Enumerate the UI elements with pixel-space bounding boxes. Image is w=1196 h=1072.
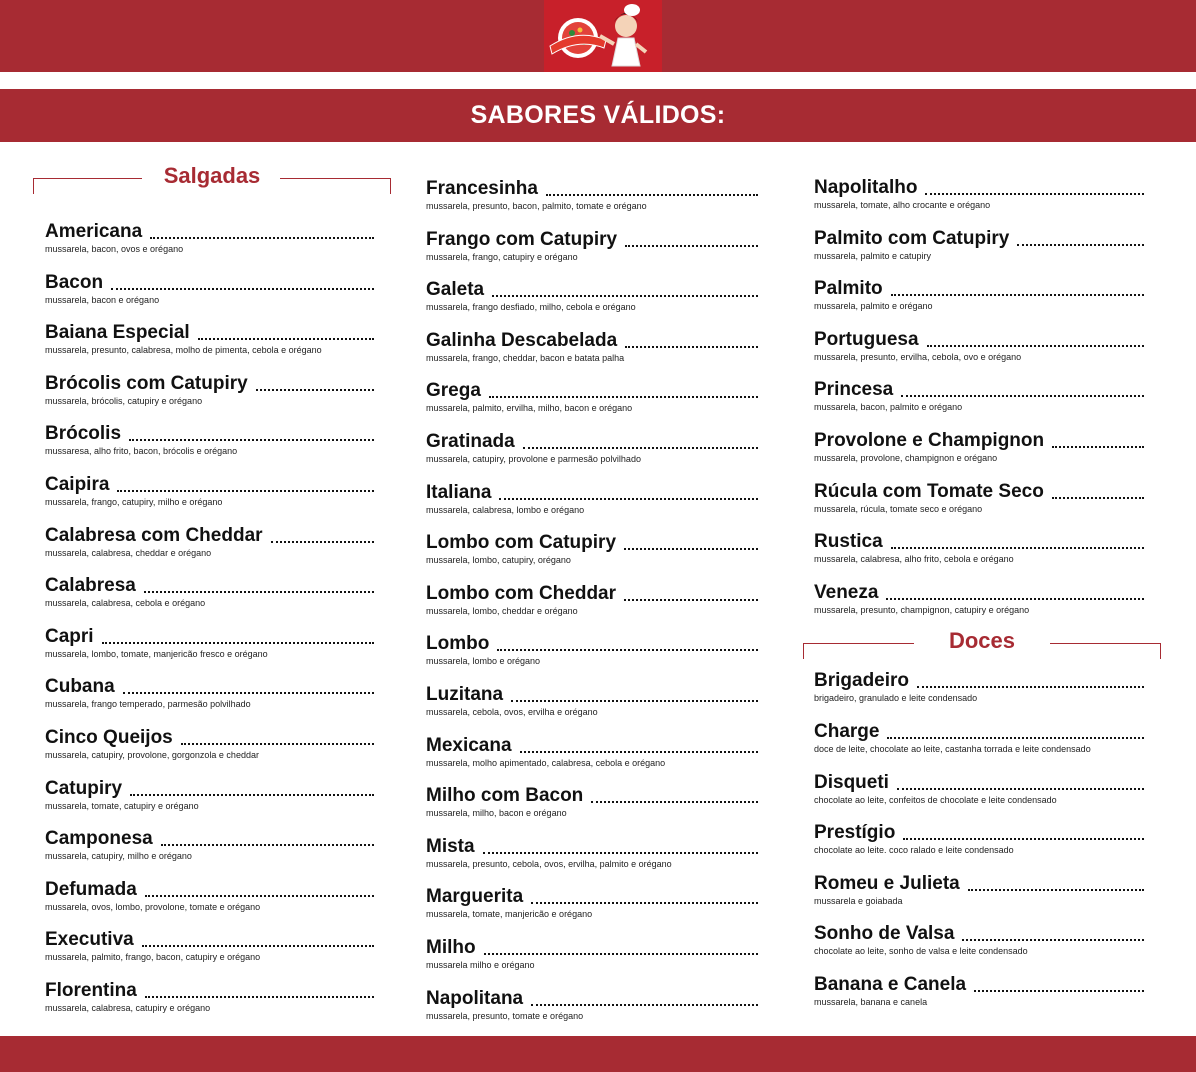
flavor-ingredients: mussarela, calabresa, cheddar e orégano [45,547,212,558]
menu-item-row [814,580,1144,604]
flavor-name: Cubana [45,676,115,698]
menu-item [45,624,374,675]
section-heading-salgadas [33,163,391,199]
flavor-name: Brigadeiro [814,670,910,692]
menu-item [45,573,374,624]
header-bar [0,0,1196,72]
menu-item [426,834,758,885]
menu-item-row [426,176,758,200]
flavor-ingredients: doce de leite, chocolate ao leite, castanha torrada e leite condensado [814,743,1091,754]
menu-item-row [45,523,374,547]
flavor-ingredients: mussarela, frango temperado, parmesão polvilhado [45,699,251,710]
menu-item [814,668,1144,719]
menu-item-row [45,371,374,395]
flavor-ingredients: mussarela, cebola, ovos, ervilha e orégano [426,706,598,717]
menu-item-row [814,820,1144,844]
flavor-name: Executiva [45,929,134,951]
dot-leader [117,490,374,492]
dot-leader [891,547,1144,549]
menu-item-row [45,725,374,749]
menu-item-row [814,377,1144,401]
flavor-ingredients: mussarela, tomate, alho crocante e orégano [814,200,991,210]
flavor-name: Capri [45,625,94,647]
flavor-ingredients: mussarela, presunto, tomate e orégano [426,1010,584,1021]
column-middle [426,176,758,1036]
menu-item-row [45,472,374,496]
menu-item-row [814,175,1144,199]
menu-item-row [814,668,1144,692]
flavor-ingredients: mussarela, tomate, manjericão e orégano [426,909,593,920]
menu-item-row [45,978,374,1002]
column-salgadas [33,163,391,1029]
flavor-ingredients: mussarela, palmito e orégano [814,301,933,312]
flavor-ingredients: mussarela, lombo, catupiry, orégano [426,555,571,566]
dot-leader [129,439,374,441]
menu-item-row [45,776,374,800]
flavor-name: Romeu e Julieta [814,872,960,894]
page-title: SABORES VÁLIDOS: [470,101,726,129]
flavor-name: Napolitalho [814,177,918,198]
menu-item [426,277,758,328]
menu-item-row [45,826,374,850]
dot-leader [531,902,758,904]
dot-leader [624,599,758,601]
dot-leader [144,591,374,593]
dot-leader [531,1004,758,1006]
menu-item [45,725,374,776]
menu-item [814,719,1144,770]
flavor-name: Banana e Canela [814,973,967,995]
dot-leader [150,237,374,239]
menu-item-row [814,226,1144,250]
menu-item [814,226,1144,277]
menu-item [814,175,1144,226]
flavor-ingredients: mussarela, banana e canela [814,996,928,1007]
dot-leader [142,945,374,947]
menu-list [803,664,1161,1022]
dot-leader [917,686,1144,688]
dot-leader [1052,497,1144,499]
menu-item [45,978,374,1029]
flavor-name: Grega [426,380,481,402]
menu-item [45,270,374,321]
la-pasta-logo [544,0,662,72]
flavor-ingredients: mussarela, presunto, bacon, palmito, tomate e orégano [426,201,647,211]
flavor-name: Francesinha [426,178,538,199]
menu-item [45,472,374,523]
menu-item [814,820,1144,871]
flavor-ingredients: mussaresa, alho frito, bacon, brócolis e orégano [45,446,238,457]
menu-item [814,871,1144,922]
flavor-ingredients: mussarela, frango, catupiry, milho e orégano [45,496,223,507]
flavor-name: Calabresa [45,575,136,597]
flavor-ingredients: mussarela, palmito, frango, bacon, catupiry e orégano [45,952,261,963]
menu-list [803,175,1161,630]
flavor-name: Caipira [45,473,110,495]
dot-leader [897,788,1144,790]
flavor-name: Prestígio [814,822,896,844]
flavor-ingredients: mussarela, calabresa, lombo e orégano [426,504,585,515]
menu-item-row [45,421,374,445]
menu-item [426,429,758,480]
flavor-ingredients: mussarela, calabresa, catupiry e orégano [45,1002,211,1013]
flavor-name: Baiana Especial [45,322,190,344]
flavor-name: Veneza [814,581,879,603]
menu-item-row [45,877,374,901]
flavor-ingredients: mussarela, lombo, cheddar e orégano [426,605,578,616]
menu-item-row [45,674,374,698]
dot-leader [123,692,374,694]
menu-item-row [426,581,758,605]
dot-leader [489,396,758,398]
menu-item [426,378,758,429]
menu-item [426,581,758,632]
flavor-name: Lombo com Cheddar [426,582,617,604]
menu-item [426,328,758,379]
menu-item [814,580,1144,631]
flavor-ingredients: mussarela, presunto, cebola, ovos, ervilha, palmito e orégano [426,858,672,869]
menu-item [814,972,1144,1023]
dot-leader [130,794,374,796]
menu-item [426,733,758,784]
menu-item-row [45,573,374,597]
dot-leader [1052,446,1144,448]
dot-leader [925,193,1144,195]
dot-leader [625,245,758,247]
dot-leader [102,642,374,644]
menu-item-row [426,682,758,706]
menu-item-row [426,530,758,554]
flavor-name: Rúcula com Tomate Seco [814,480,1044,502]
flavor-name: Lombo com Catupiry [426,532,617,554]
menu-item [814,276,1144,327]
menu-item-row [426,631,758,655]
menu-item [45,523,374,574]
menu-item-row [426,227,758,251]
flavor-name: Milho com Bacon [426,785,584,807]
menu-item-row [426,834,758,858]
menu-item [45,927,374,978]
menu-item [426,480,758,531]
menu-list [33,199,391,1029]
menu-item-row [814,719,1144,743]
menu-item-row [814,428,1144,452]
dot-leader [181,743,374,745]
dot-leader [145,895,374,897]
menu-item-row [45,320,374,344]
flavor-ingredients: chocolate ao leite, confeitos de chocolate e leite condensado [814,794,1057,805]
menu-item [814,377,1144,428]
flavor-name: Cinco Queijos [45,726,173,748]
flavor-name: Provolone e Champignon [814,429,1045,451]
menu-item-row [426,733,758,757]
menu-item [45,371,374,422]
menu-item-row [426,429,758,453]
flavor-name: Rustica [814,531,883,553]
menu-item [814,479,1144,530]
menu-item [426,631,758,682]
menu-item-row [814,327,1144,351]
dot-leader [962,939,1144,941]
menu-item [426,783,758,834]
section-heading-doces [803,628,1161,664]
menu-item [426,682,758,733]
flavor-ingredients: mussarela, presunto, ervilha, cebola, ovo e orégano [814,351,1022,362]
menu-item-row [814,972,1144,996]
flavor-ingredients: mussarela milho e orégano [426,959,535,970]
dot-leader [927,345,1144,347]
flavor-ingredients: mussarela, calabresa, cebola e orégano [45,598,206,609]
menu-item-row [814,770,1144,794]
flavor-ingredients: mussarela, bacon, ovos e orégano [45,244,184,254]
menu-list [426,176,758,1036]
flavor-name: Galinha Descabelada [426,329,618,351]
flavor-ingredients: mussarela, frango, catupiry e orégano [426,251,578,262]
flavor-name: Palmito [814,278,883,300]
flavor-ingredients: mussarela, rúcula, tomate seco e orégano [814,503,983,514]
dot-leader [887,737,1144,739]
flavor-name: Galeta [426,279,485,301]
flavor-ingredients: chocolate ao leite. coco ralado e leite condensado [814,845,1014,856]
menu-item [814,529,1144,580]
menu-item-row [426,328,758,352]
section-title: Salgadas [163,163,261,188]
menu-item [45,320,374,371]
menu-item [45,674,374,725]
dot-leader [974,990,1144,992]
menu-item [426,935,758,986]
menu-item [426,884,758,935]
flavor-name: Italiana [426,481,492,503]
flavor-name: Americana [45,221,143,242]
flavor-name: Camponesa [45,828,153,850]
dot-leader [161,844,374,846]
flavor-ingredients: mussarela, calabresa, alho frito, cebola e orégano [814,554,1014,565]
flavor-ingredients: mussarela, lombo e orégano [426,656,541,667]
flavor-ingredients: mussarela, frango desfiado, milho, cebola e orégano [426,302,636,313]
flavor-name: Gratinada [426,430,515,452]
flavor-ingredients: mussarela, bacon, palmito e orégano [814,402,963,413]
flavor-ingredients: mussarela, provolone, champignon e orégano [814,452,998,463]
flavor-name: Milho [426,936,476,958]
dot-leader [886,598,1144,600]
dot-leader [523,447,758,449]
menu-item-row [426,378,758,402]
flavor-name: Palmito com Catupiry [814,227,1010,249]
flavor-name: Defumada [45,878,137,900]
menu-item [426,227,758,278]
flavor-name: Napolitana [426,987,524,1009]
menu-item-row [45,219,374,243]
flavor-ingredients: mussarela e goiabada [814,895,903,906]
menu-item-row [426,986,758,1010]
menu-item [45,219,374,270]
flavor-ingredients: mussarela, presunto, calabresa, molho de pimenta, cebola e orégano [45,345,322,356]
menu-item-row [426,884,758,908]
flavor-ingredients: mussarela, catupiry, milho e orégano [45,851,192,862]
flavor-name: Frango com Catupiry [426,228,618,250]
dot-leader [891,294,1144,296]
flavor-name: Luzitana [426,683,504,705]
title-banner [0,89,1196,142]
flavor-name: Brócolis [45,423,122,445]
flavor-name: Disqueti [814,771,889,793]
dot-leader [901,395,1144,397]
flavor-ingredients: chocolate ao leite, sonho de valsa e leite condensado [814,946,1028,957]
flavor-name: Sonho de Valsa [814,923,955,945]
flavor-name: Florentina [45,979,137,1001]
dot-leader [625,346,758,348]
menu-item-row [814,871,1144,895]
dot-leader [198,338,374,340]
flavor-name: Catupiry [45,777,123,799]
dot-leader [483,852,758,854]
menu-item [45,776,374,827]
flavor-ingredients: mussarela, tomate, catupiry e orégano [45,800,199,811]
flavor-name: Brócolis com Catupiry [45,372,248,394]
dot-leader [903,838,1144,840]
menu-item [426,986,758,1037]
dot-leader [511,700,758,702]
menu-item [45,421,374,472]
section-title: Doces [948,628,1016,654]
menu-item-row [45,927,374,951]
dot-leader [271,541,374,543]
flavor-name: Lombo [426,633,490,655]
dot-leader [591,801,758,803]
flavor-ingredients: mussarela, lombo, tomate, manjericão fresco e orégano [45,648,268,659]
menu-item-row [426,783,758,807]
flavor-name: Bacon [45,271,104,293]
menu-item [45,877,374,928]
menu-item [814,428,1144,479]
menu-item-row [814,479,1144,503]
menu-item-row [45,624,374,648]
flavor-name: Mista [426,835,475,857]
menu-item [814,921,1144,972]
flavor-ingredients: mussarela, catupiry, provolone e parmesão polvilhado [426,453,641,464]
flavor-ingredients: mussarela, palmito, ervilha, milho, bacon e orégano [426,403,633,414]
menu-item-row [814,529,1144,553]
dot-leader [145,996,374,998]
flavor-name: Portuguesa [814,328,919,350]
menu-item-row [814,276,1144,300]
dot-leader [624,548,758,550]
dot-leader [497,649,758,651]
menu-item [814,327,1144,378]
dot-leader [546,194,758,196]
flavor-ingredients: mussarela, presunto, champignon, catupiry e orégano [814,604,1030,615]
menu-item [45,826,374,877]
flavor-ingredients: mussarela, ovos, lombo, provolone, tomate e orégano [45,901,261,912]
menu-item [426,530,758,581]
flavor-ingredients: mussarela, milho, bacon e orégano [426,808,567,819]
flavor-name: Charge [814,720,880,742]
dot-leader [256,389,374,391]
dot-leader [111,288,374,290]
flavor-ingredients: mussarela, molho apimentado, calabresa, cebola e orégano [426,757,666,768]
dot-leader [484,953,758,955]
dot-leader [1017,244,1144,246]
menu-item-row [426,480,758,504]
dot-leader [492,295,758,297]
flavor-ingredients: brigadeiro, granulado e leite condensado [814,693,978,704]
dot-leader [968,889,1144,891]
menu-item-row [814,921,1144,945]
footer-bar [0,1036,1196,1072]
dot-leader [520,751,758,753]
menu-item-row [45,270,374,294]
flavor-ingredients: mussarela, brócolis, catupiry e orégano [45,395,203,406]
menu-item-row [426,277,758,301]
dot-leader [499,498,758,500]
column-right [803,175,1161,1023]
flavor-ingredients: mussarela, frango, cheddar, bacon e batata palha [426,352,625,363]
menu-item-row [426,935,758,959]
flavor-ingredients: mussarela, catupiry, provolone, gorgonzola e cheddar [45,749,259,760]
flavor-name: Princesa [814,379,894,401]
flavor-name: Marguerita [426,886,524,908]
menu-item [426,176,758,227]
flavor-name: Calabresa com Cheddar [45,524,263,546]
flavor-ingredients: mussarela, palmito e catupiry [814,250,932,261]
menu-item [814,770,1144,821]
flavor-name: Mexicana [426,734,512,756]
flavor-ingredients: mussarela, bacon e orégano [45,294,160,305]
